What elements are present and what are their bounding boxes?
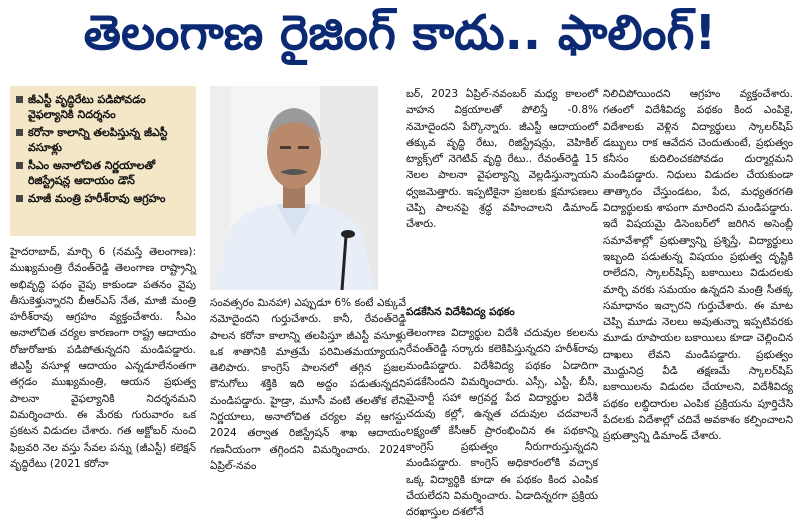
bullet-icon [16, 129, 23, 136]
highlight-text: కరోనా కాలాన్ని తలపిస్తున్న జీఎస్టీ వసూళ్లు [28, 126, 168, 154]
article-column-2-bottom [210, 295, 406, 481]
bullet-icon [16, 96, 23, 103]
article-paragraph: నిలిచిపోయిందని ఆగ్రహం వ్యక్తంచేశారు. గతంలో విదేశీవిద్య పథకం కింద ఎంపికై, విదేశాలకు వెళ్లిన విద్యార్థులు స్కాలర్‌షిప్ డబ్బులు రాక ఆవేదన చెందుతుంటే, ప్రభుత్వం కనీసం కుదిలించకపోవడం దుర్మార్గమని మండిపడ్డారు. నిధులు విడుదల చేయకుండా తాత్కారం చేస్తుండటం, పేద, మధ్యతరగతి విద్యార్థులకు శాపంగా మారిందని మండిపడ్డారు. ఇదే విషయమై డిసెంబర్‌లో జరిగిన అసెంబ్లీ సమావేశాల్లో ప్రభుత్వాన్ని ప్రశ్నిస్తే, విద్యార్థులు ఇబ్బంది పడుతున్న విషయం ప్రభుత్వ దృష్టికి రాలేదని, స్కాలర్‌షిప్స్ బకాయిలు విడుదలకు మార్చి వరకు సమయం ఉన్నదని మంత్రి సీతక్క సమాధానం ఇచ్చారని గుర్తుచేశారు. ఈ మాట చెప్పి మూడు నెలలు అవుతున్నా ఇప్పటివరకు మూడు రూపాయల బకాయిలు కూడా చెల్లించిన దాఖలు లేవని మండిపడ్డారు. ప్రభుత్వం మొద్దునిద్ర వీడి తక్షణమే స్కాలర్‌షిప్ బకాయిలను విడుదల చేయాలని, విదేశీవిద్య పథకం లబ్ధిదారుల ఎంపిక ప్రక్రియను పూర్తిచేసి పేదలకు విదేశాల్లో చదివే అవకాశం కల్పించాలని ప్రభుత్వాన్ని డిమాండ్ చేశారు. [603, 88, 793, 443]
highlight-text: జీఎస్టీ వృద్ధిరేటు పడిపోవడం వైఫల్యానికి నిదర్శనం [28, 93, 146, 121]
bullet-icon [16, 195, 23, 202]
highlight-item [16, 125, 190, 155]
highlight-item [16, 191, 190, 206]
article-column-1 [10, 244, 196, 480]
article-column-3-bottom [406, 325, 598, 519]
article-paragraph: బర్, 2023 ఏప్రిల్-నవంబర్ మధ్య కాలంలో వాహన విక్రయాలతో పోలిస్తే -0.8% నమోదైందని పేర్కొన్నారు. జీఎస్టీ ఆదాయంలో తక్కువ వృద్ధి రేటు, రిజిస్ట్రేషన్లు, వెహికిల్ ట్యాక్స్‌లో నెగెటివ్ వృద్ధి రేటు.. రేవంత్‌రెడ్డి 15 నెలల పాలనా వైఫల్యాన్ని వెల్లడిస్తున్నాయని ధ్వజమెత్తారు. ఇప్పటికైనా ప్రజలకు క్షమాపణలు చెప్పి పాలనపై శ్రద్ధ వహించాలని డిమాండ్ చేశారు. [406, 88, 598, 231]
article-column-2-top [406, 86, 598, 304]
highlight-text: సీఎం అనాలోచిత నిర్ణయాలతో రిజిస్ట్రేషన్ల ఆదాయం డౌన్ [28, 159, 156, 187]
highlight-item [16, 92, 190, 122]
headline: తెలంగాణ రైజింగ్ కాదు.. ఫాలింగ్! [83, 5, 717, 61]
article-column-4 [603, 86, 793, 480]
bullet-icon [16, 162, 23, 169]
highlight-item [16, 158, 190, 188]
article-paragraph: హైదరాబాద్, మార్చి 6 (నమస్తే తెలంగాణ): ముఖ్యమంత్రి రేవంత్‌రెడ్డి తెలంగాణ రాష్ట్రాన్ని అభివృద్ధి పథం వైపు కాకుండా పతనం వైపు తీసుకెళ్తున్నారని బీఆర్‌ఎస్ నేత, మాజీ మంత్రి హరీశ్‌రావు ఆగ్రహం వ్యక్తంచేశారు. సీఎం అనాలోచిత చర్యల కారణంగా రాష్ట్ర ఆదాయం రోజురోజుకు పడిపోతున్నదని మండిపడ్డారు. జీఎస్టీ వసూళ్ల ఆదాయం ఎన్నడూలేనంతగా తగ్గడం ముఖ్యమంత్రి, ఆయన ప్రభుత్వ పాలనా వైఫల్యానికి నిదర్శనమని విమర్శించారు. ఈ మేరకు గురువారం ఒక ప్రకటన విడుదల చేశారు. గత అక్టోబర్ నుంచి ఫిబ్రవరి నెల వస్తు సేవల పన్ను (జీఎస్టీ) కలెక్షన్ వృద్ధిరేటు (2021 కరోనా [10, 246, 196, 470]
person-photo-icon [210, 86, 378, 290]
highlight-text: మాజీ మంత్రి హరీశ్‌రావు ఆగ్రహం [28, 192, 166, 205]
person-photo [210, 86, 378, 290]
article-paragraph: తెలంగాణ విద్యార్థుల విదేశీ చదువుల కలలను రేవంత్‌రెడ్డి సర్కారు కలెకిపిస్తున్నదని హరీశ్‌రావు మండిపడ్డారు. విదేశీవిద్య పథకం ఏడాదిగా పడకేసిందని విమర్శించారు. ఎస్సీ, ఎస్టీ, బీసీ, మైనార్టీ సహా అగ్రవర్ణ పేద విద్యార్థుల విదేశీ చదువు కల్లో, ఉన్నత చదువుల చదవాలనే లక్ష్యంతో కేసీఆర్ ప్రారంభించిన ఈ పథకాన్ని కాంగ్రెస్ ప్రభుత్వం నీరుగారుస్తున్నదని మండిపడ్డారు. కాంగ్రెస్ అధికారంలోకి వచ్చాక ఒక్క విద్యార్థికి కూడా ఈ పథకం కింద ఎంపిక చేయలేదని విమర్శించారు. ఏడాదిన్నరగా ప్రక్రియ దరఖాస్తుల దశలోనే [406, 327, 598, 519]
section-subheading: పడకేసిన విదేశీవిద్య పథకం [406, 306, 515, 318]
article-paragraph: సంవత్సరం మినహా) ఎప్పుడూ 6% కంటే ఎక్కువే నమోదైందని గుర్తుచేశారు. కానీ, రేవంత్‌రెడ్డి పాలన కరోనా కాలాన్ని తలపిస్తూ జీఎస్టీ వసూళ్లు ఒక శాతానికి మాత్రమే పరిమితమయ్యాయని తెలిపారు. కాంగ్రెస్ పాలనలో తగ్గిన ప్రజల కొనుగోలు శక్తికి ఇది అద్దం పడుతున్నదని మండిపడ్డారు. హైడ్రా, మూసీ వంటి తలతోక లేని నిర్ణయాలు, అనాలోచిత చర్యల వల్ల ఆగస్టు 2024 తర్వాత రిజిస్ట్రేషన్ శాఖ ఆదాయం గణనీయంగా తగ్గిందని విమర్శించారు. 2024 ఏప్రిల్-నవం [210, 297, 406, 472]
highlights-box [10, 86, 196, 236]
